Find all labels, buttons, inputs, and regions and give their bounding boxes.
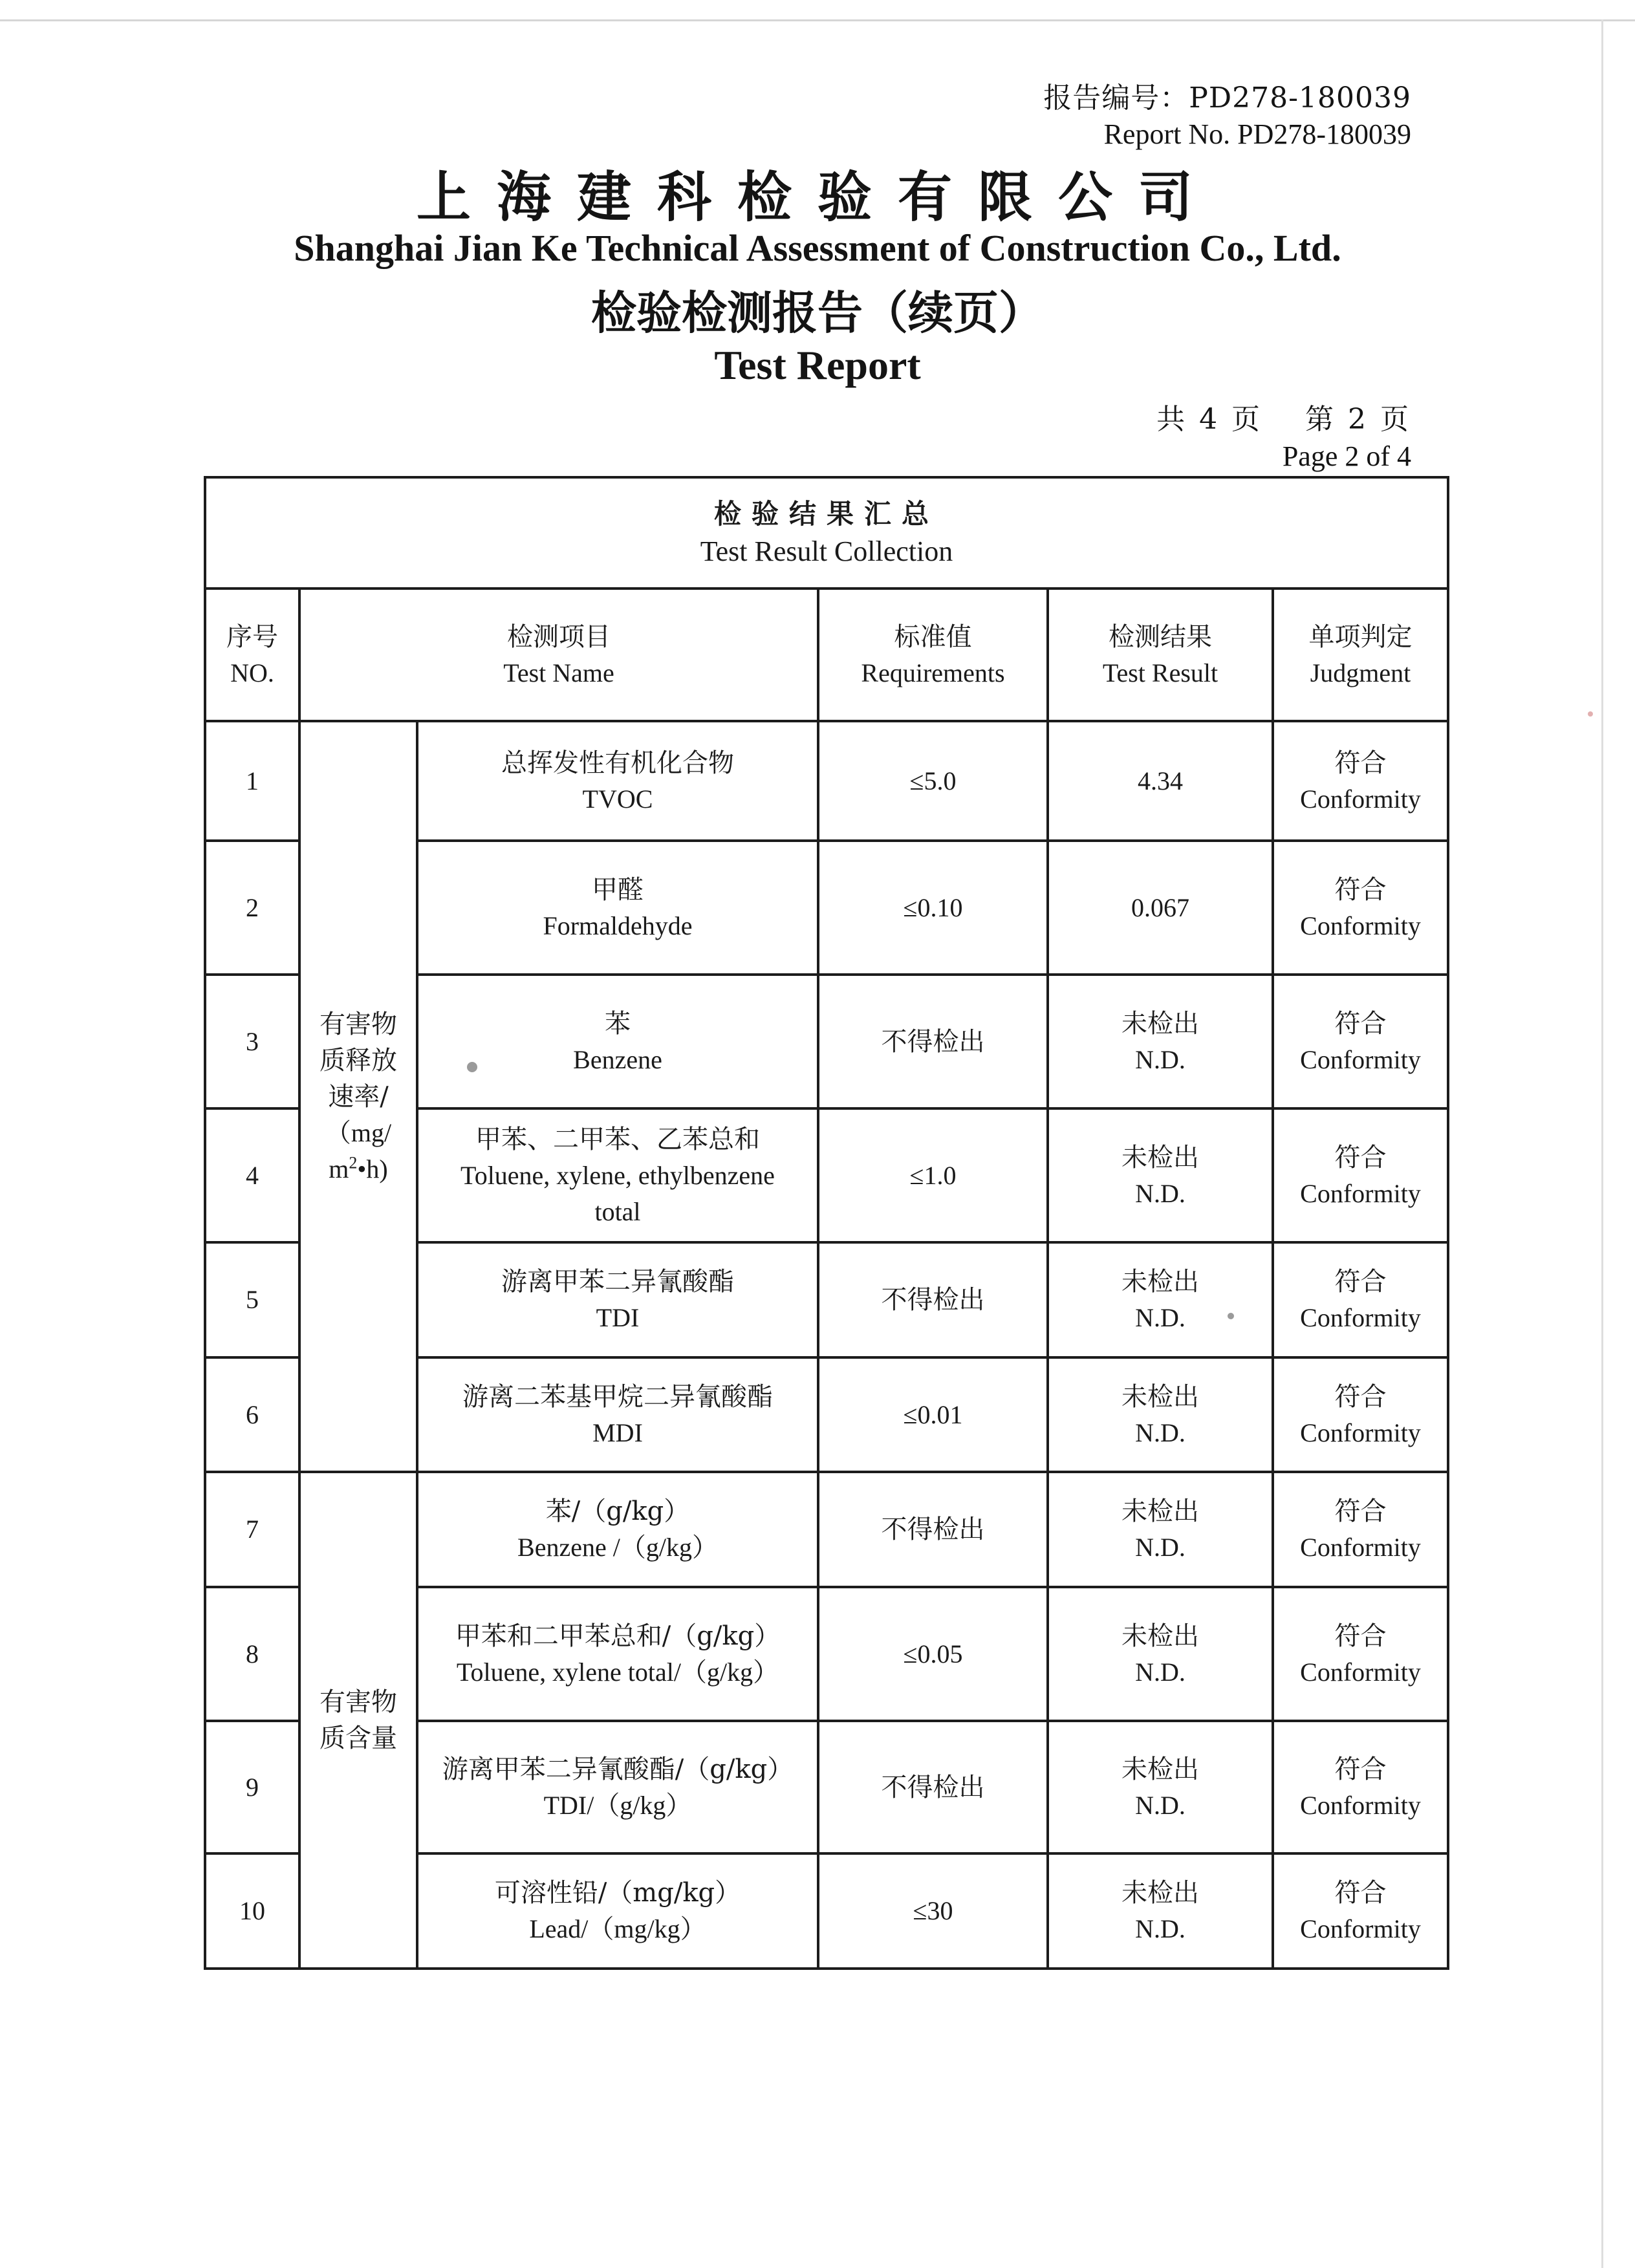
row-result: 未检出 N.D. [1048, 975, 1273, 1108]
row-requirement: 不得检出 [818, 1721, 1048, 1853]
scan-smudge [467, 1062, 477, 1072]
row-requirement: 不得检出 [818, 1242, 1048, 1357]
row-no: 5 [205, 1242, 299, 1357]
row-result: 未检出 N.D. [1048, 1587, 1273, 1721]
row-requirement: ≤0.10 [818, 841, 1048, 975]
row-judgment: 符合 Conformity [1273, 1472, 1448, 1587]
header-test-result: 检测结果 Test Result [1048, 589, 1273, 721]
row-judgment: 符合 Conformity [1273, 1853, 1448, 1969]
scan-smudge [1588, 711, 1593, 717]
row-test-name: 游离二苯基甲烷二异氰酸酯 MDI [417, 1357, 818, 1472]
row-judgment: 符合 Conformity [1273, 1587, 1448, 1721]
row-test-name: 甲苯和二甲苯总和/（g/kg） Toluene, xylene total/（g/kg） [417, 1587, 818, 1721]
header-requirements: 标准值 Requirements [818, 589, 1048, 721]
row-result: 未检出 N.D. [1048, 1853, 1273, 1969]
row-judgment: 符合 Conformity [1273, 841, 1448, 975]
company-name-cn: 上海建科检验有限公司 [416, 166, 1218, 229]
row-no: 10 [205, 1853, 299, 1969]
row-test-name: 游离甲苯二异氰酸酯/（g/kg） TDI/（g/kg） [417, 1721, 818, 1853]
row-judgment: 符合 Conformity [1273, 721, 1448, 841]
row-judgment: 符合 Conformity [1273, 1357, 1448, 1472]
row-no: 6 [205, 1357, 299, 1472]
report-title-cn: 检验检测报告（续页） [591, 286, 1044, 340]
table-row [205, 1472, 1448, 1587]
table-row [205, 721, 1448, 841]
table-title [205, 477, 1448, 589]
row-result: 未检出 N.D. [1048, 1472, 1273, 1587]
page-indicator-cn: 共 4 页 第 2 页 [1156, 403, 1411, 436]
report-number-en: Report No. PD278-180039 [1103, 118, 1411, 150]
row-requirement: ≤30 [818, 1853, 1048, 1969]
row-test-name: 苯/（g/kg） Benzene /（g/kg） [417, 1472, 818, 1587]
row-no: 3 [205, 975, 299, 1108]
row-no: 9 [205, 1721, 299, 1853]
row-test-name: 甲苯、二甲苯、乙苯总和 Toluene, xylene, ethylbenzene total [417, 1108, 818, 1242]
table-title-en: Test Result Collection [700, 535, 953, 567]
header-judgment: 单项判定 Judgment [1273, 589, 1448, 721]
header-test-name: 检测项目 Test Name [299, 589, 818, 721]
row-result: 未检出 N.D. [1048, 1721, 1273, 1853]
row-no: 1 [205, 721, 299, 841]
table-header-row [205, 589, 1448, 721]
row-test-name: 苯 Benzene [417, 975, 818, 1108]
group-release-unit: $m^2•h$) [329, 1153, 388, 1183]
group-release-rate: 有害物 质释放 速率/ （mg/ $m^2•h$) [299, 721, 417, 1472]
row-test-name: 总挥发性有机化合物 TVOC [417, 721, 818, 841]
table-title-cn: 检验结果汇总 [714, 498, 940, 530]
row-requirement: ≤0.01 [818, 1357, 1048, 1472]
row-test-name: 游离甲苯二异氰酸酯 TDI [417, 1242, 818, 1357]
row-no: 4 [205, 1108, 299, 1242]
row-judgment: 符合 Conformity [1273, 975, 1448, 1108]
row-result: 未检出 N.D. [1048, 1108, 1273, 1242]
table-title-row [205, 477, 1448, 589]
row-requirement: ≤5.0 [818, 721, 1048, 841]
report-number-cn: 报告编号：PD278-180039 [1043, 81, 1411, 114]
row-result: 4.34 [1048, 721, 1273, 841]
report-title-en: Test Report [714, 342, 921, 388]
row-no: 8 [205, 1587, 299, 1721]
row-no: 2 [205, 841, 299, 975]
group-content: 有害物 质含量 [299, 1472, 417, 1969]
company-name-en: Shanghai Jian Ke Technical Assessment of Construction Co., Ltd. [294, 227, 1341, 269]
row-result: 未检出 N.D. [1048, 1357, 1273, 1472]
row-no: 7 [205, 1472, 299, 1587]
row-requirement: 不得检出 [818, 1472, 1048, 1587]
header-no: 序号 NO. [205, 589, 299, 721]
row-test-name: 可溶性铅/（mg/kg） Lead/（mg/kg） [417, 1853, 818, 1969]
row-result: 0.067 [1048, 841, 1273, 975]
row-requirement: ≤0.05 [818, 1587, 1048, 1721]
page-edge-top [0, 19, 1635, 21]
row-judgment: 符合 Conformity [1273, 1108, 1448, 1242]
row-result: 未检出 N.D. [1048, 1242, 1273, 1357]
page-indicator-en: Page 2 of 4 [1282, 440, 1411, 472]
row-requirement: 不得检出 [818, 975, 1048, 1108]
row-test-name: 甲醛 Formaldehyde [417, 841, 818, 975]
row-judgment: 符合 Conformity [1273, 1721, 1448, 1853]
test-result-table [204, 476, 1449, 1970]
scan-smudge [1228, 1313, 1234, 1319]
row-judgment: 符合 Conformity [1273, 1242, 1448, 1357]
row-requirement: ≤1.0 [818, 1108, 1048, 1242]
